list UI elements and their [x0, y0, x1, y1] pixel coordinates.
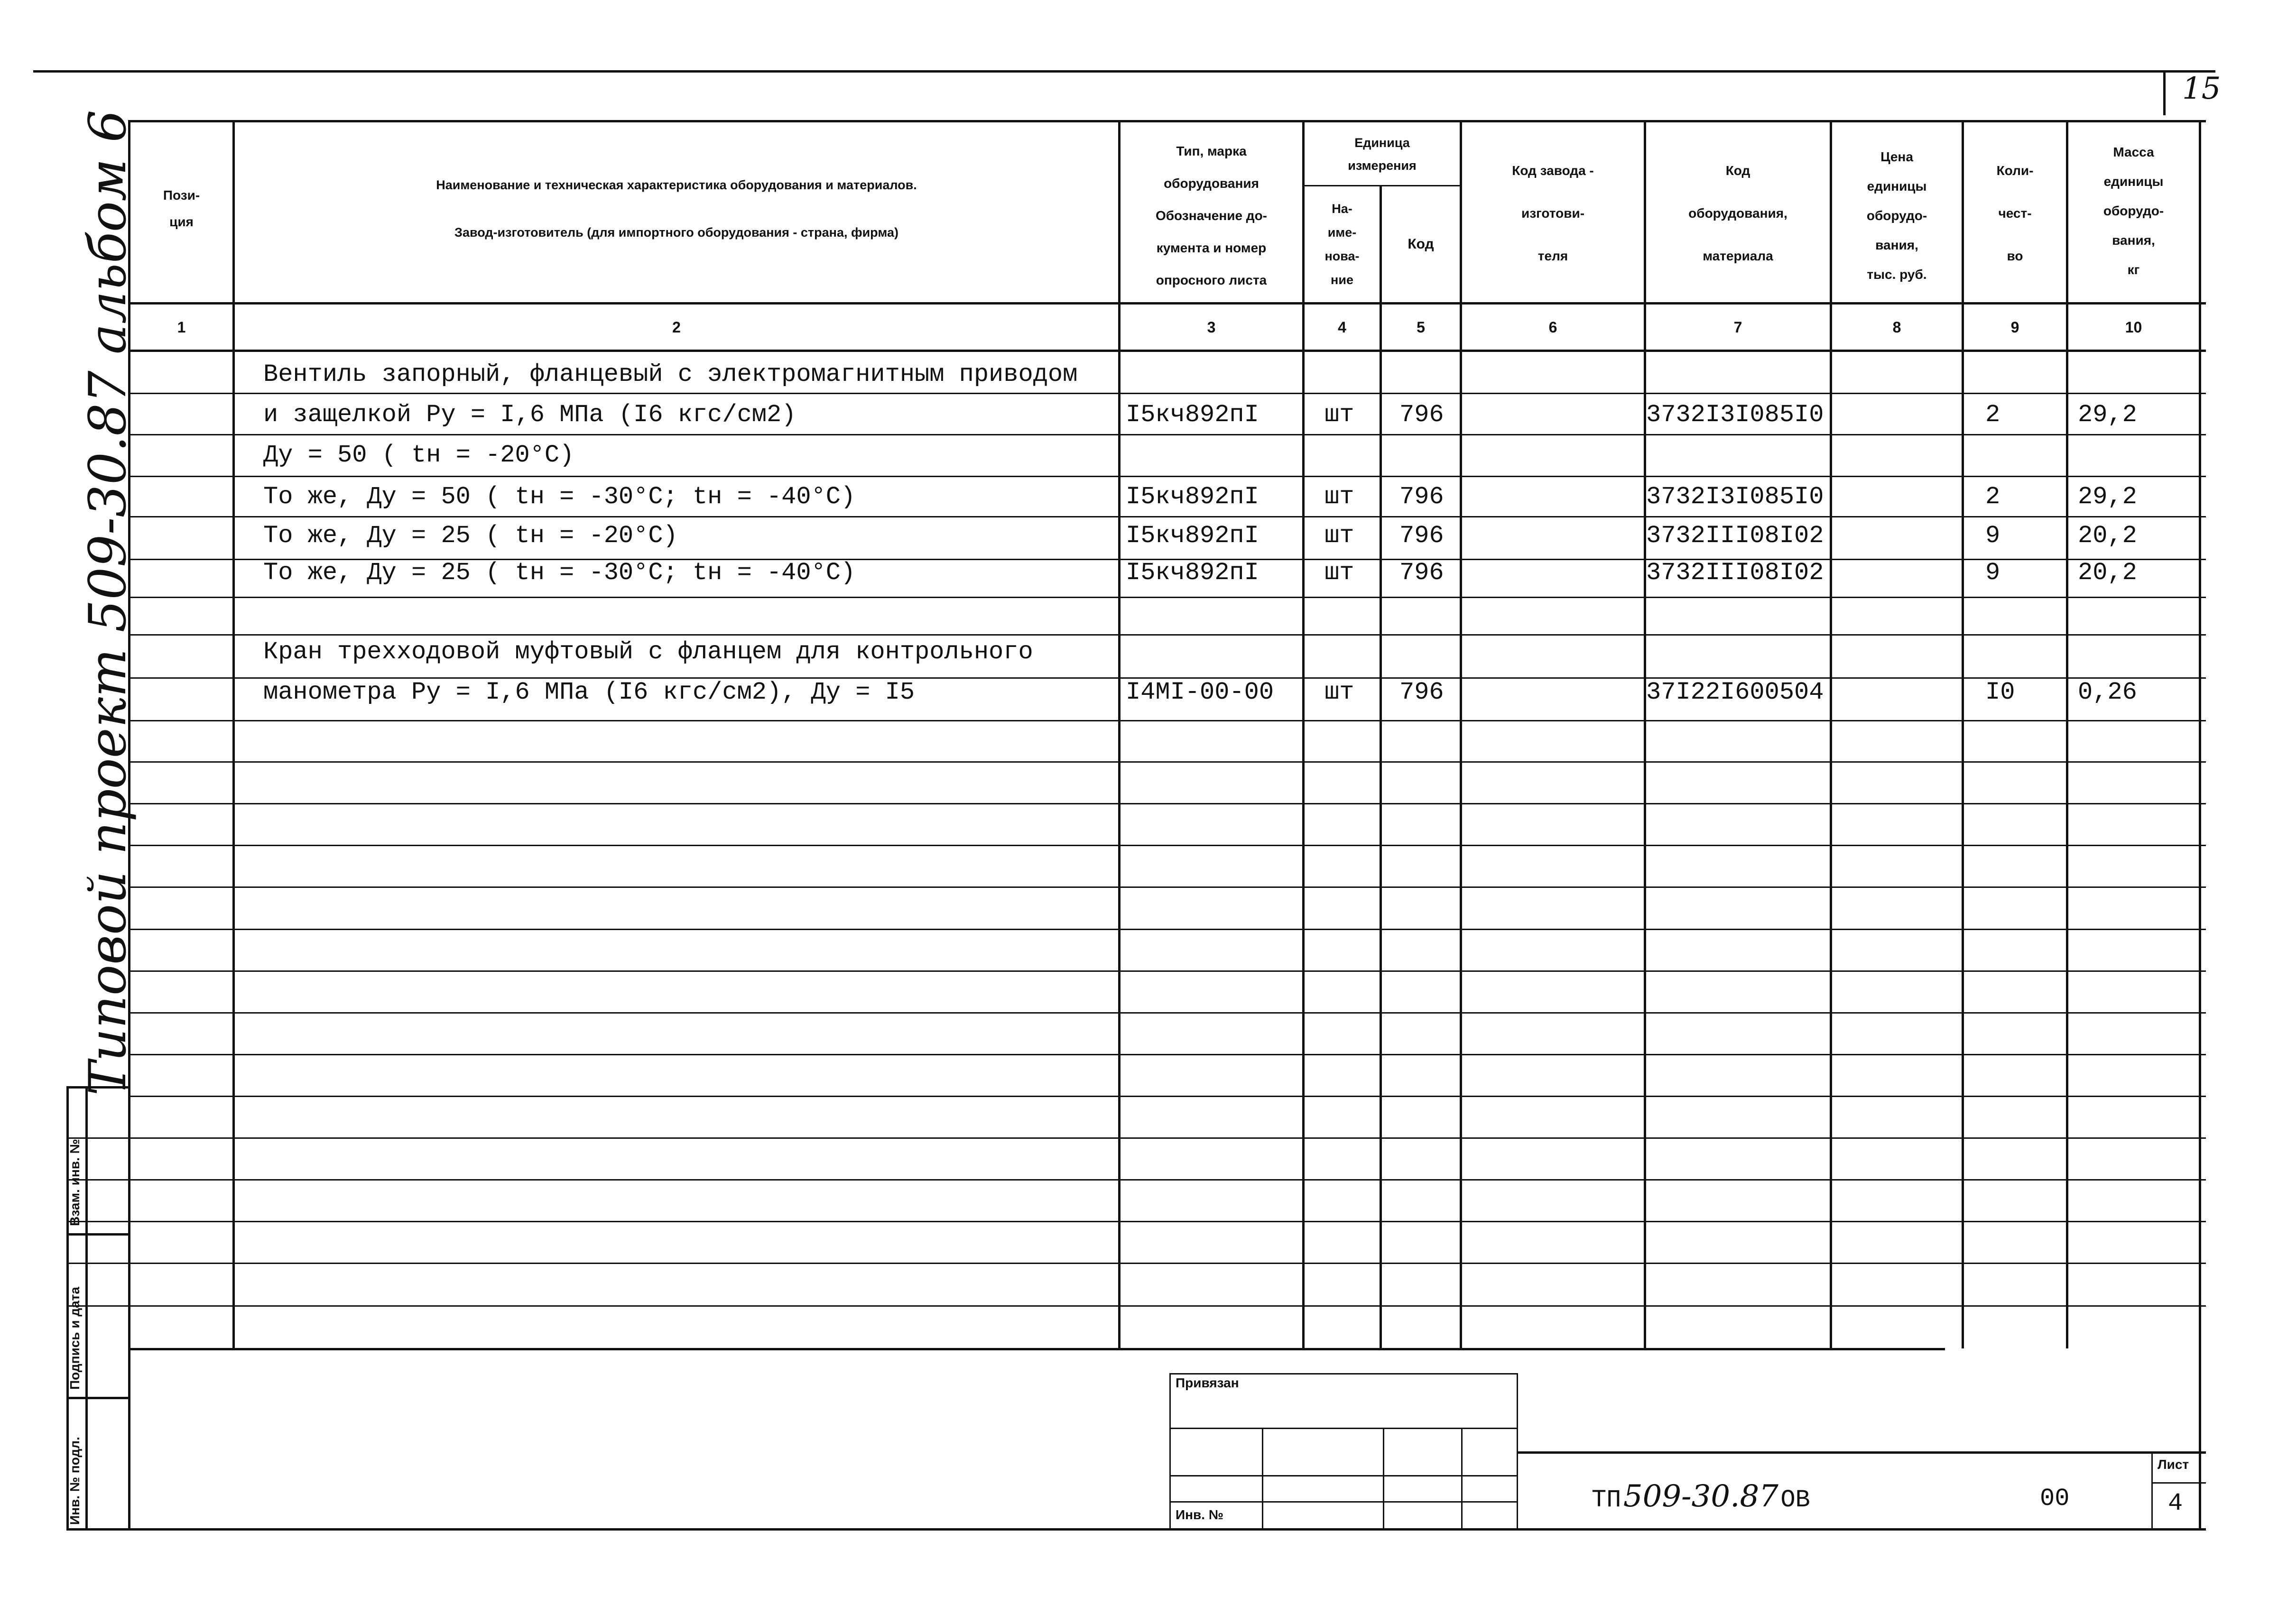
row-quantity: 2 [1985, 401, 2000, 429]
row-quantity: 2 [1985, 483, 2000, 511]
row-line [128, 597, 2206, 598]
row-name: Кран трехходовой муфтовый с фланцем для контрольного [263, 638, 1033, 666]
page-number: 15 [2182, 71, 2221, 106]
row-unit: шт [1324, 401, 1354, 429]
stamp-label-inv: Инв. № подл. [67, 1437, 82, 1525]
privyazan-col1 [1262, 1428, 1263, 1530]
row-unit: шт [1324, 559, 1354, 587]
row-mass: 0,26 [2078, 678, 2137, 706]
row-name: манометра Ру = I,6 МПа (I6 кгс/см2), Ду = I5 [263, 678, 915, 706]
row-line [66, 1305, 2206, 1307]
row-line [128, 1012, 2206, 1014]
row-code: 796 [1399, 401, 1444, 429]
row-name: Ду = 50 ( tн = -20°С) [263, 441, 574, 469]
row-quantity: I0 [1985, 678, 2015, 706]
row-line [128, 929, 2206, 930]
header-col4: На- име- нова- ние [1324, 202, 1360, 287]
inv-no-label: Инв. № [1176, 1507, 1224, 1522]
colnum-7: 7 [1733, 319, 1742, 336]
colnum-8: 8 [1892, 319, 1901, 336]
stamp-side-div2 [66, 1397, 128, 1399]
sheet-box-left [2151, 1451, 2153, 1530]
sheet-box-div [2151, 1482, 2206, 1484]
header-col5: Код [1408, 236, 1434, 252]
doc-code [1592, 1479, 1810, 1514]
row-line [128, 434, 2206, 435]
row-line [128, 1096, 2206, 1097]
row-mass: 29,2 [2078, 401, 2137, 429]
header-unit-title: Единица измерения [1348, 136, 1417, 173]
stamp-side-mid [85, 1086, 88, 1530]
frame-bottom-border [66, 1528, 2206, 1531]
privyazan-label: Привязан [1176, 1375, 1239, 1390]
row-mass: 29,2 [2078, 483, 2137, 511]
row-line [128, 970, 2206, 972]
row-line [128, 845, 2206, 846]
header-col9: Коли- чест- во [1996, 163, 2034, 263]
row-type: I5кч892пI [1126, 401, 1259, 429]
row-unit: шт [1324, 678, 1354, 706]
row-line [128, 393, 2206, 394]
page-number-box-border [2163, 70, 2166, 115]
table-bottom-border [128, 1348, 1945, 1350]
privyazan-row1 [1169, 1428, 1518, 1429]
row-line [128, 761, 2206, 763]
header-col7: Код оборудования, материала [1688, 163, 1787, 263]
colnum-10: 10 [2125, 319, 2142, 336]
row-code: 796 [1399, 483, 1444, 511]
top-rule [33, 70, 2215, 73]
row-line [128, 1054, 2206, 1055]
doc-code-handwritten: 509-30.87 [1623, 1479, 1778, 1514]
row-line [128, 720, 2206, 721]
colnum-2: 2 [672, 319, 681, 336]
row-line [128, 516, 2206, 517]
colnum-4: 4 [1338, 319, 1346, 336]
row-quantity: 9 [1985, 559, 2000, 587]
colnum-5: 5 [1417, 319, 1425, 336]
row-material-code: 37I22I600504 [1646, 678, 1824, 706]
privyazan-row2 [1169, 1475, 1518, 1476]
header-col10: Масса единицы оборудо- вания, кг [2103, 145, 2164, 277]
row-quantity: 9 [1985, 522, 2000, 550]
row-line [66, 1179, 2206, 1181]
sheet-label: Лист [2158, 1457, 2189, 1472]
doc-code-prefix: ТП [1592, 1486, 1621, 1514]
row-type: I5кч892пI [1126, 559, 1259, 587]
row-name: То же, Ду = 25 ( tн = -20°С) [263, 522, 678, 550]
privyazan-row3 [1169, 1501, 1518, 1503]
privyazan-left [1169, 1373, 1171, 1530]
row-unit: шт [1324, 522, 1354, 550]
doc-code-top [1518, 1451, 2206, 1454]
row-code: 796 [1399, 522, 1444, 550]
row-line [66, 1263, 2206, 1264]
row-mass: 20,2 [2078, 559, 2137, 587]
row-code: 796 [1399, 678, 1444, 706]
row-line [66, 1221, 2206, 1222]
row-mass: 20,2 [2078, 522, 2137, 550]
row-name: Вентиль запорный, фланцевый с электромагнитным приводом [263, 360, 1078, 388]
row-name: и защелкой Ру = I,6 МПа (I6 кгс/см2) [263, 401, 796, 429]
row-line [128, 476, 2206, 477]
row-line [66, 1137, 2206, 1139]
table-top-border [128, 120, 2206, 122]
colnum-6: 6 [1548, 319, 1557, 336]
stamp-label-podpis: Подпись и дата [67, 1287, 82, 1390]
row-material-code: 3732III08I02 [1646, 522, 1824, 550]
colnum-9: 9 [2010, 319, 2019, 336]
row-line [128, 634, 2206, 636]
header-col6: Код завода - изготови- теля [1512, 163, 1594, 263]
header-col1: Пози- ция [163, 188, 200, 229]
row-line [128, 886, 2206, 888]
header-col8: Цена единицы оборудо- вания, тыс. руб. [1866, 149, 1927, 282]
row-material-code: 3732I3I085I0 [1646, 483, 1824, 511]
row-type: I4MI-00-00 [1126, 678, 1274, 706]
unit-header-divider [1302, 185, 1460, 186]
side-project-title: Типовой проект 509-30.87 альбом 6 [78, 110, 138, 1096]
sheet-code: 00 [2040, 1485, 2070, 1513]
row-name: То же, Ду = 25 ( tн = -30°С; tн = -40°С) [263, 559, 856, 587]
doc-code-suffix: ОВ [1780, 1486, 1810, 1514]
row-type: I5кч892пI [1126, 522, 1259, 550]
header-col3: Тип, марка оборудования Обозначение до- кумента и номер опросного листа [1155, 144, 1268, 287]
colnum-3: 3 [1207, 319, 1216, 336]
privyazan-top [1169, 1373, 1518, 1375]
row-type: I5кч892пI [1126, 483, 1259, 511]
colnum-1: 1 [177, 319, 186, 336]
row-code: 796 [1399, 559, 1444, 587]
row-line [128, 803, 2206, 804]
header-col2: Наименование и техническая характеристика оборудования и материалов. Завод-изготовитель (для импортного оборудования - страна, фирма) [436, 178, 917, 240]
sheet-number: 4 [2168, 1489, 2183, 1517]
col-line-4 [1380, 185, 1382, 1348]
col-line-right [2199, 120, 2201, 1529]
row-material-code: 3732I3I085I0 [1646, 401, 1824, 429]
row-name: То же, Ду = 50 ( tн = -30°С; tн = -40°С) [263, 483, 856, 511]
privyazan-col3 [1461, 1428, 1463, 1530]
stamp-label-vzam: Взам. инв. № [67, 1139, 82, 1226]
row-unit: шт [1324, 483, 1354, 511]
privyazan-col2 [1383, 1428, 1384, 1530]
row-material-code: 3732III08I02 [1646, 559, 1824, 587]
